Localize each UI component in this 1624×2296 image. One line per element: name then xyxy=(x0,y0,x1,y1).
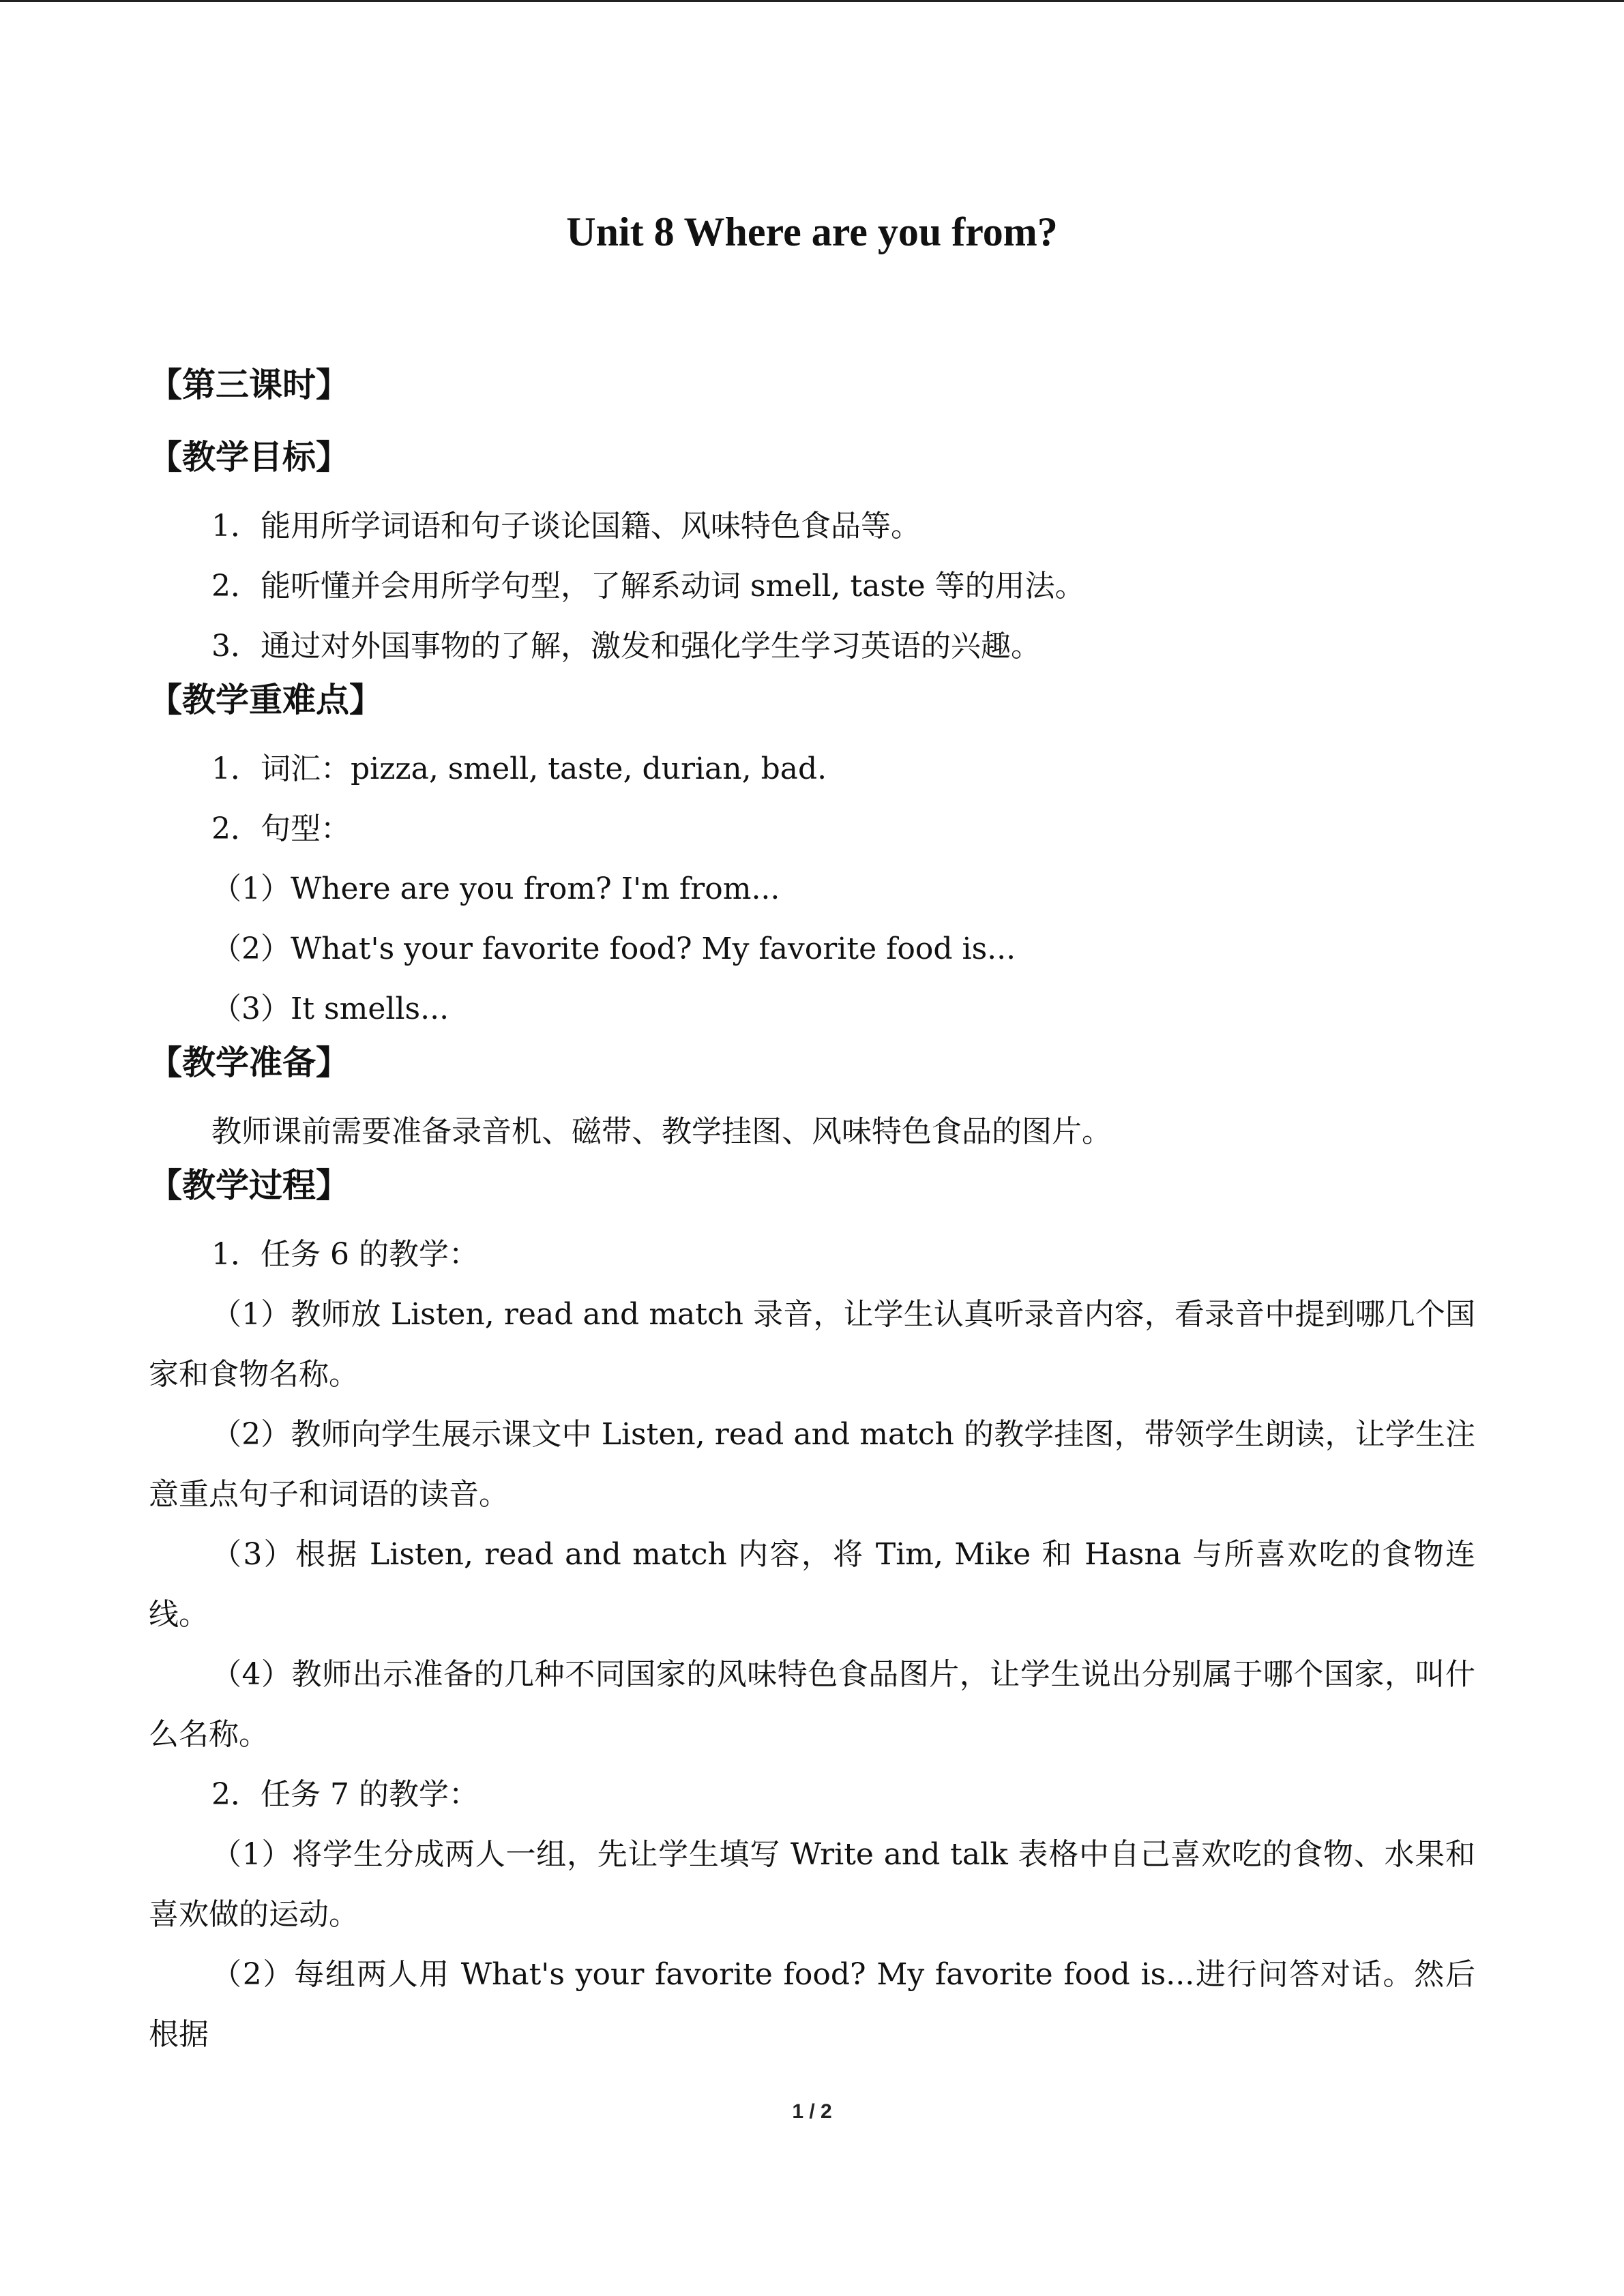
objective-item: 2．能听懂并会用所学句型，了解系动词 smell, taste 等的用法。 xyxy=(211,569,1085,603)
sentence-pattern-item: （2）What's your favorite food? My favorite food is... xyxy=(211,931,1016,966)
key-point-item: 1．词汇：pizza, smell, taste, durian, bad. xyxy=(211,751,827,786)
objective-item: 3．通过对外国事物的了解，激发和强化学生学习英语的兴趣。 xyxy=(211,629,1041,664)
objective-item: 1．能用所学词语和句子谈论国籍、风味特色食品等。 xyxy=(211,509,921,543)
page-number: 1 / 2 xyxy=(792,2100,832,2123)
process-paragraph: （1）教师放 Listen, read and match 录音，让学生认真听录音内容，看录音中提到哪几个国家和食物名称。 xyxy=(149,1297,1475,1392)
process-paragraph: （3）根据 Listen, read and match 内容，将 Tim, Mike 和 Hasna 与所喜欢吃的食物连线。 xyxy=(149,1537,1475,1632)
objectives-heading: 【教学目标】 xyxy=(149,438,350,477)
document-page xyxy=(149,205,1475,2065)
process-paragraph: （1）将学生分成两人一组，先让学生填写 Write and talk 表格中自己喜欢吃的食物、水果和喜欢做的运动。 xyxy=(149,1837,1475,1932)
preparation-heading: 【教学准备】 xyxy=(149,1043,350,1082)
lesson-period-heading: 【第三课时】 xyxy=(149,366,350,404)
process-paragraph: 2．任务 7 的教学： xyxy=(211,1777,479,1812)
key-point-item: 2．句型： xyxy=(211,811,351,846)
sentence-pattern-item: （1）Where are you from? I'm from... xyxy=(211,871,780,906)
key-points-heading: 【教学重难点】 xyxy=(149,681,383,719)
top-border-line xyxy=(0,0,1624,2)
process-paragraph: （4）教师出示准备的几种不同国家的风味特色食品图片，让学生说出分别属于哪个国家，叫什么名称。 xyxy=(149,1657,1475,1752)
sentence-pattern-item: （3）It smells... xyxy=(211,992,449,1026)
preparation-text: 教师课前需要准备录音机、磁带、教学挂图、风味特色食品的图片。 xyxy=(211,1114,1112,1149)
process-paragraph: 1．任务 6 的教学： xyxy=(211,1237,479,1272)
process-heading: 【教学过程】 xyxy=(149,1166,350,1205)
process-paragraph: （2）每组两人用 What's your favorite food? My favorite food is...进行问答对话。然后根据 xyxy=(149,1957,1475,2052)
document-title: Unit 8 Where are you from? xyxy=(566,209,1058,254)
process-paragraph: （2）教师向学生展示课文中 Listen, read and match 的教学挂图，带领学生朗读，让学生注意重点句子和词语的读音。 xyxy=(149,1417,1475,1512)
